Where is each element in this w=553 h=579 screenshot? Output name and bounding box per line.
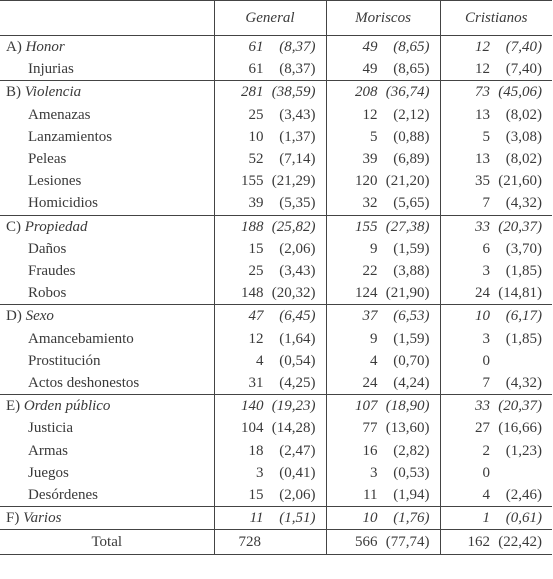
count-value: 35 bbox=[475, 173, 490, 190]
percent-value: (5,35) bbox=[279, 195, 316, 212]
percent-value: (1,64) bbox=[279, 330, 316, 347]
subcategory-cristianos-cell bbox=[440, 462, 552, 484]
count-value: 24 bbox=[475, 285, 490, 302]
count-value: 104 bbox=[241, 420, 264, 437]
count-value: 25 bbox=[248, 263, 264, 280]
percent-value: (2,46) bbox=[505, 487, 542, 504]
count-value: 155 bbox=[241, 173, 264, 190]
subcategory-moriscos-cell bbox=[326, 126, 440, 148]
subcategory-general-cell bbox=[214, 417, 326, 439]
count-value: 4 bbox=[482, 487, 490, 504]
subcategory-label: Fraudes bbox=[0, 260, 214, 282]
subcategory-label: Peleas bbox=[0, 148, 214, 170]
count-value: 188 bbox=[241, 218, 264, 235]
count-value: 0 bbox=[482, 352, 490, 369]
count-value: 9 bbox=[370, 240, 378, 257]
percent-value: (0,41) bbox=[279, 464, 316, 481]
category-row bbox=[0, 215, 552, 238]
subcategory-moriscos-cell bbox=[326, 350, 440, 372]
category-label: Varios bbox=[23, 510, 62, 527]
subcategory-label: Lanzamientos bbox=[0, 126, 214, 148]
percent-value: (21,29) bbox=[271, 173, 316, 190]
percent-value: (20,32) bbox=[271, 285, 316, 302]
category-name bbox=[0, 215, 214, 238]
percent-value: (38,59) bbox=[271, 84, 316, 101]
header-corner bbox=[0, 1, 214, 36]
percent-value: (4,24) bbox=[393, 375, 430, 392]
percent-value: (21,20) bbox=[385, 173, 430, 190]
subcategory-row bbox=[0, 192, 552, 215]
subcategory-row bbox=[0, 260, 552, 282]
category-letter: D) bbox=[6, 308, 22, 325]
percent-value: (0,70) bbox=[393, 352, 430, 369]
percent-value: (8,02) bbox=[505, 106, 542, 123]
category-label: Sexo bbox=[25, 308, 54, 325]
count-value: 120 bbox=[355, 173, 378, 190]
subcategory-cristianos-cell bbox=[440, 372, 552, 395]
total-cristianos bbox=[440, 530, 552, 555]
count-value: 13 bbox=[475, 106, 490, 123]
percent-value: (1,37) bbox=[279, 128, 316, 145]
subcategory-row bbox=[0, 238, 552, 260]
category-label: Orden público bbox=[23, 398, 111, 415]
category-name bbox=[0, 81, 214, 104]
percent-value: (16,66) bbox=[498, 420, 542, 437]
header-row bbox=[0, 1, 552, 36]
percent-value: (1,59) bbox=[393, 330, 430, 347]
subcategory-cristianos-cell bbox=[440, 238, 552, 260]
count-value: 12 bbox=[248, 330, 264, 347]
subcategory-cristianos-cell bbox=[440, 126, 552, 148]
percent-value: (7,40) bbox=[505, 39, 542, 55]
count-value: 4 bbox=[256, 352, 264, 369]
percent-value: (77,74) bbox=[385, 534, 430, 551]
subcategory-moriscos-cell bbox=[326, 462, 440, 484]
subcategory-general-cell bbox=[214, 238, 326, 260]
count-value: 5 bbox=[482, 128, 490, 145]
percent-value: (0,53) bbox=[393, 464, 430, 481]
count-value: 73 bbox=[475, 84, 490, 101]
category-row bbox=[0, 305, 552, 328]
count-value: 39 bbox=[362, 151, 378, 168]
subcategory-row bbox=[0, 126, 552, 148]
category-moriscos-cell bbox=[326, 305, 440, 328]
percent-value: (8,37) bbox=[279, 61, 316, 78]
count-value: 155 bbox=[355, 218, 378, 235]
percent-value: (4,32) bbox=[505, 375, 542, 392]
count-value: 3 bbox=[370, 464, 378, 481]
category-label: Violencia bbox=[24, 84, 82, 101]
count-value: 11 bbox=[363, 487, 378, 504]
percent-value: (6,17) bbox=[505, 308, 542, 325]
subcategory-general-cell bbox=[214, 192, 326, 215]
percent-value: (1,76) bbox=[393, 510, 430, 527]
subcategory-moriscos-cell bbox=[326, 440, 440, 462]
category-letter: B) bbox=[6, 84, 21, 101]
count-value: 16 bbox=[362, 442, 378, 459]
subcategory-moriscos-cell bbox=[326, 238, 440, 260]
subcategory-row bbox=[0, 440, 552, 462]
subcategory-label: Justicia bbox=[0, 417, 214, 439]
category-general-cell bbox=[214, 507, 326, 530]
percent-value: (2,12) bbox=[393, 106, 430, 123]
subcategory-general-cell bbox=[214, 328, 326, 350]
count-value: 7 bbox=[482, 195, 490, 212]
percent-value: (14,28) bbox=[271, 420, 316, 437]
subcategory-general-cell bbox=[214, 462, 326, 484]
percent-value: (2,47) bbox=[279, 442, 316, 459]
subcategory-general-cell bbox=[214, 148, 326, 170]
subcategory-cristianos-cell bbox=[440, 148, 552, 170]
subcategory-label: Homicidios bbox=[0, 192, 214, 215]
count-value: 9 bbox=[370, 330, 378, 347]
count-value: 15 bbox=[248, 487, 264, 504]
subcategory-cristianos-cell bbox=[440, 58, 552, 81]
subcategory-cristianos-cell bbox=[440, 104, 552, 126]
subcategory-moriscos-cell bbox=[326, 417, 440, 439]
subcategory-row bbox=[0, 148, 552, 170]
count-value: 7 bbox=[482, 375, 490, 392]
count-value: 37 bbox=[362, 308, 378, 325]
subcategory-label: Prostitución bbox=[0, 350, 214, 372]
category-name bbox=[0, 507, 214, 530]
percent-value: (20,37) bbox=[498, 398, 542, 415]
subcategory-row bbox=[0, 282, 552, 305]
category-label: Propiedad bbox=[24, 218, 88, 235]
category-letter: E) bbox=[6, 398, 21, 415]
count-value: 77 bbox=[362, 420, 378, 437]
percent-value: (1,23) bbox=[505, 442, 542, 459]
category-moriscos-cell bbox=[326, 215, 440, 238]
subcategory-cristianos-cell bbox=[440, 417, 552, 439]
count-value: 12 bbox=[362, 106, 378, 123]
percent-value: (3,43) bbox=[279, 106, 316, 123]
subcategory-moriscos-cell bbox=[326, 58, 440, 81]
subcategory-row bbox=[0, 417, 552, 439]
percent-value: (36,74) bbox=[385, 84, 430, 101]
count-value: 27 bbox=[475, 420, 490, 437]
percent-value: (14,81) bbox=[498, 285, 542, 302]
subcategory-cristianos-cell bbox=[440, 260, 552, 282]
count-value: 208 bbox=[355, 84, 378, 101]
count-value: 566 bbox=[355, 534, 378, 551]
count-value: 31 bbox=[248, 375, 264, 392]
subcategory-moriscos-cell bbox=[326, 148, 440, 170]
subcategory-label: Amancebamiento bbox=[0, 328, 214, 350]
category-cristianos-cell bbox=[440, 36, 552, 59]
category-cristianos-cell bbox=[440, 81, 552, 104]
count-value: 12 bbox=[475, 61, 490, 78]
count-value: 3 bbox=[482, 263, 490, 280]
count-value: 124 bbox=[355, 285, 378, 302]
category-general-cell bbox=[214, 305, 326, 328]
subcategory-label: Juegos bbox=[0, 462, 214, 484]
percent-value: (18,90) bbox=[385, 398, 430, 415]
count-value: 281 bbox=[241, 84, 264, 101]
subcategory-moriscos-cell bbox=[326, 484, 440, 507]
percent-value: (8,65) bbox=[393, 39, 430, 55]
count-value: 140 bbox=[241, 398, 264, 415]
percent-value: (1,51) bbox=[279, 510, 316, 527]
subcategory-label: Amenazas bbox=[0, 104, 214, 126]
subcategory-moriscos-cell bbox=[326, 260, 440, 282]
subcategory-label: Lesiones bbox=[0, 170, 214, 192]
percent-value: (8,65) bbox=[393, 61, 430, 78]
header-general: General bbox=[214, 1, 326, 36]
count-value: 52 bbox=[248, 151, 264, 168]
subcategory-general-cell bbox=[214, 350, 326, 372]
percent-value: (22,42) bbox=[498, 534, 542, 551]
subcategory-row bbox=[0, 104, 552, 126]
subcategory-cristianos-cell bbox=[440, 350, 552, 372]
subcategory-row bbox=[0, 350, 552, 372]
category-row bbox=[0, 36, 552, 59]
count-value: 24 bbox=[362, 375, 378, 392]
subcategory-general-cell bbox=[214, 260, 326, 282]
percent-value: (27,38) bbox=[385, 218, 430, 235]
count-value: 25 bbox=[248, 106, 264, 123]
subcategory-moriscos-cell bbox=[326, 328, 440, 350]
subcategory-label: Armas bbox=[0, 440, 214, 462]
category-moriscos-cell bbox=[326, 81, 440, 104]
total-label: Total bbox=[0, 530, 214, 555]
count-value: 13 bbox=[475, 151, 490, 168]
subcategory-row bbox=[0, 462, 552, 484]
percent-value: (13,60) bbox=[385, 420, 430, 437]
subcategory-row bbox=[0, 372, 552, 395]
subcategory-general-cell bbox=[214, 104, 326, 126]
category-general-cell bbox=[214, 36, 326, 59]
subcategory-label: Desórdenes bbox=[0, 484, 214, 507]
percent-value: (8,37) bbox=[279, 39, 316, 55]
subcategory-general-cell bbox=[214, 372, 326, 395]
percent-value: (0,54) bbox=[279, 352, 316, 369]
count-value: 6 bbox=[482, 240, 490, 257]
category-row bbox=[0, 507, 552, 530]
count-value: 49 bbox=[362, 39, 378, 55]
category-moriscos-cell bbox=[326, 395, 440, 418]
category-general-cell bbox=[214, 81, 326, 104]
category-cristianos-cell bbox=[440, 305, 552, 328]
count-value: 18 bbox=[248, 442, 264, 459]
category-name bbox=[0, 395, 214, 418]
subcategory-label: Actos deshonestos bbox=[0, 372, 214, 395]
percent-value: (5,65) bbox=[393, 195, 430, 212]
count-value: 162 bbox=[467, 534, 490, 551]
category-cristianos-cell bbox=[440, 507, 552, 530]
count-value: 33 bbox=[475, 218, 490, 235]
percent-value: (25,82) bbox=[271, 218, 316, 235]
subcategory-row bbox=[0, 484, 552, 507]
percent-value: (3,08) bbox=[505, 128, 542, 145]
percent-value: (45,06) bbox=[498, 84, 542, 101]
percent-value: (2,06) bbox=[279, 487, 316, 504]
percent-value: (6,53) bbox=[393, 308, 430, 325]
count-value: 47 bbox=[248, 308, 264, 325]
percent-value: (1,85) bbox=[505, 330, 542, 347]
subcategory-moriscos-cell bbox=[326, 282, 440, 305]
percent-value: (2,06) bbox=[279, 240, 316, 257]
subcategory-row bbox=[0, 58, 552, 81]
percent-value: (4,25) bbox=[279, 375, 316, 392]
subcategory-general-cell bbox=[214, 58, 326, 81]
category-row bbox=[0, 81, 552, 104]
category-row bbox=[0, 395, 552, 418]
count-value: 15 bbox=[248, 240, 264, 257]
subcategory-moriscos-cell bbox=[326, 372, 440, 395]
count-value: 1 bbox=[482, 510, 490, 527]
category-general-cell bbox=[214, 215, 326, 238]
percent-value: (4,32) bbox=[505, 195, 542, 212]
header-moriscos: Moriscos bbox=[326, 1, 440, 36]
percent-value: (20,37) bbox=[498, 218, 542, 235]
category-moriscos-cell bbox=[326, 36, 440, 59]
header-cristianos: Cristianos bbox=[440, 1, 552, 36]
subcategory-cristianos-cell bbox=[440, 170, 552, 192]
count-value: 107 bbox=[355, 398, 378, 415]
count-value: 10 bbox=[362, 510, 378, 527]
percent-value: (8,02) bbox=[505, 151, 542, 168]
total-row bbox=[0, 530, 552, 555]
count-value: 3 bbox=[482, 330, 490, 347]
count-value: 148 bbox=[241, 285, 264, 302]
percent-value: (7,14) bbox=[279, 151, 316, 168]
count-value: 49 bbox=[362, 61, 378, 78]
percent-value: (19,23) bbox=[271, 398, 316, 415]
count-value: 0 bbox=[482, 464, 490, 481]
category-letter: F) bbox=[6, 510, 20, 527]
category-letter: C) bbox=[6, 218, 21, 235]
category-name bbox=[0, 36, 214, 59]
percent-value: (3,88) bbox=[393, 263, 430, 280]
category-cristianos-cell bbox=[440, 215, 552, 238]
percent-value: (21,60) bbox=[498, 173, 542, 190]
subcategory-general-cell bbox=[214, 170, 326, 192]
subcategory-cristianos-cell bbox=[440, 192, 552, 215]
total-moriscos bbox=[326, 530, 440, 555]
subcategory-row bbox=[0, 328, 552, 350]
table-body bbox=[0, 1, 552, 555]
percent-value: (3,70) bbox=[505, 240, 542, 257]
category-moriscos-cell bbox=[326, 507, 440, 530]
count-value: 11 bbox=[249, 510, 264, 527]
count-value: 61 bbox=[248, 61, 264, 78]
count-value: 33 bbox=[475, 398, 490, 415]
percent-value: (21,90) bbox=[385, 285, 430, 302]
subcategory-row bbox=[0, 170, 552, 192]
count-value: 3 bbox=[256, 464, 264, 481]
count-value: 4 bbox=[370, 352, 378, 369]
percent-value: (1,85) bbox=[505, 263, 542, 280]
count-value: 5 bbox=[370, 128, 378, 145]
count-value: 22 bbox=[362, 263, 378, 280]
percent-value: (3,43) bbox=[279, 263, 316, 280]
subcategory-moriscos-cell bbox=[326, 104, 440, 126]
subcategory-cristianos-cell bbox=[440, 484, 552, 507]
percent-value: (0,61) bbox=[505, 510, 542, 527]
subcategory-moriscos-cell bbox=[326, 170, 440, 192]
subcategory-general-cell bbox=[214, 440, 326, 462]
count-value: 39 bbox=[248, 195, 264, 212]
count-value: 2 bbox=[482, 442, 490, 459]
count-value: 10 bbox=[475, 308, 490, 325]
count-value: 12 bbox=[475, 39, 490, 55]
percent-value: (2,82) bbox=[393, 442, 430, 459]
total-general: 728 bbox=[214, 530, 326, 555]
percent-value: (0,88) bbox=[393, 128, 430, 145]
count-value: 32 bbox=[362, 195, 378, 212]
subcategory-general-cell bbox=[214, 126, 326, 148]
subcategory-cristianos-cell bbox=[440, 282, 552, 305]
category-general-cell bbox=[214, 395, 326, 418]
subcategory-label: Daños bbox=[0, 238, 214, 260]
category-letter: A) bbox=[6, 39, 22, 55]
percent-value: (6,89) bbox=[393, 151, 430, 168]
subcategory-moriscos-cell bbox=[326, 192, 440, 215]
percent-value: (1,94) bbox=[393, 487, 430, 504]
percent-value: (1,59) bbox=[393, 240, 430, 257]
count-value: 10 bbox=[248, 128, 264, 145]
percent-value: (7,40) bbox=[505, 61, 542, 78]
subcategory-general-cell bbox=[214, 484, 326, 507]
count-value: 61 bbox=[248, 39, 264, 55]
subcategory-general-cell bbox=[214, 282, 326, 305]
subcategory-cristianos-cell bbox=[440, 440, 552, 462]
subcategory-label: Injurias bbox=[0, 58, 214, 81]
category-label: Honor bbox=[25, 39, 65, 55]
subcategory-label: Robos bbox=[0, 282, 214, 305]
category-cristianos-cell bbox=[440, 395, 552, 418]
subcategory-cristianos-cell bbox=[440, 328, 552, 350]
percent-value: (6,45) bbox=[279, 308, 316, 325]
category-name bbox=[0, 305, 214, 328]
